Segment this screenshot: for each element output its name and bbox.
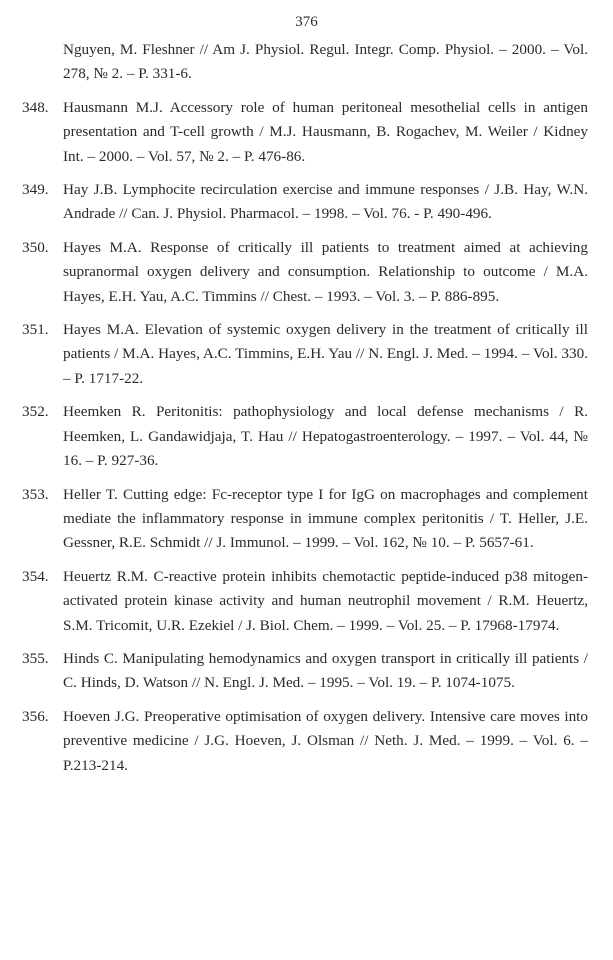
page-number: 376 [295, 14, 318, 30]
reference-number: 348. [22, 98, 49, 116]
reference-text: Hay J.B. Lymphocite recirculation exercise and immune responses / J.B. Hay, W.N. Andrade // Can. J. Physiol. Pharmacol. – 1998. – Vol. 76. - P. 490-496. [63, 181, 588, 223]
reference-item [22, 96, 588, 169]
reference-item [22, 565, 588, 638]
reference-item [22, 705, 588, 778]
reference-number: 354. [22, 567, 49, 585]
reference-item [22, 400, 588, 473]
reference-number: 353. [22, 485, 49, 503]
reference-list [22, 38, 588, 787]
reference-number: 351. [22, 321, 49, 339]
reference-text: Hausmann M.J. Accessory role of human peritoneal mesothelial cells in antigen presentation and T-cell growth / M.J. Hausmann, B. Rogachev, M. Weiler / Kidney Int. – 2000. – Vol. 57, № 2. – P. 476-86. [63, 98, 588, 165]
reference-item [22, 236, 588, 309]
reference-item [22, 647, 588, 696]
reference-number: 352. [22, 403, 49, 421]
reference-text: Heller T. Cutting edge: Fc-receptor type I for IgG on macrophages and complement mediate the inflammatory response in immune complex peritonitis / T. Heller, J.E. Gessner, R.E. Schmidt // J. Immunol. – 1999. – Vol. 162, № 10. – P. 5657-61. [63, 485, 588, 552]
reference-item [22, 318, 588, 391]
reference-item [22, 483, 588, 556]
reference-number: 356. [22, 707, 49, 725]
reference-text: Hayes M.A. Elevation of systemic oxygen delivery in the treatment of critically ill patients / M.A. Hayes, A.C. Timmins, E.H. Yau // N. Engl. J. Med. – 1994. – Vol. 330. – P. 1717-22. [63, 321, 588, 387]
reference-number: 349. [22, 181, 49, 199]
reference-text: Hoeven J.G. Preoperative optimisation of oxygen delivery. Intensive care moves into preventive medicine / J.G. Hoeven, J. Olsman // Neth. J. Med. – 1999. – Vol. 6. – P.213-214. [63, 707, 588, 774]
reference-continuation [22, 38, 588, 87]
reference-item [22, 178, 588, 227]
reference-number: 355. [22, 649, 49, 667]
reference-text: Hayes M.A. Response of critically ill patients to treatment aimed at achieving supranormal oxygen delivery and consumption. Relationship to outcome / M.A. Hayes, E.H. Yau, A.C. Timmins // Chest. – 1993. – Vol. 3. – P. 886-895. [63, 238, 588, 305]
reference-text: Hinds C. Manipulating hemodynamics and oxygen transport in critically ill patients / C. Hinds, D. Watson // N. Engl. J. Med. – 1995. – Vol. 19. – P. 1074-1075. [63, 649, 588, 692]
reference-text: Heuertz R.M. C-reactive protein inhibits chemotactic peptide-induced p38 mitogen-activated protein kinase activity and human neutrophil movement / R.M. Heuertz, S.M. Tricomit, U.R. Ezekiel / J. Biol. Chem. – 1999. – Vol. 25. – P. 17968-17974. [63, 567, 588, 634]
reference-number: 350. [22, 238, 49, 256]
reference-text: Heemken R. Peritonitis: pathophysiology and local defense mechanisms / R. Heemken, L. Gandawidjaja, T. Hau // Hepatogastroenterology. – 1997. – Vol. 44, № 16. – P. 927-36. [63, 403, 588, 470]
reference-text: Nguyen, M. Fleshner // Am J. Physiol. Regul. Integr. Comp. Physiol. – 2000. – Vol. 278, № 2. – P. 331-6. [63, 41, 588, 83]
